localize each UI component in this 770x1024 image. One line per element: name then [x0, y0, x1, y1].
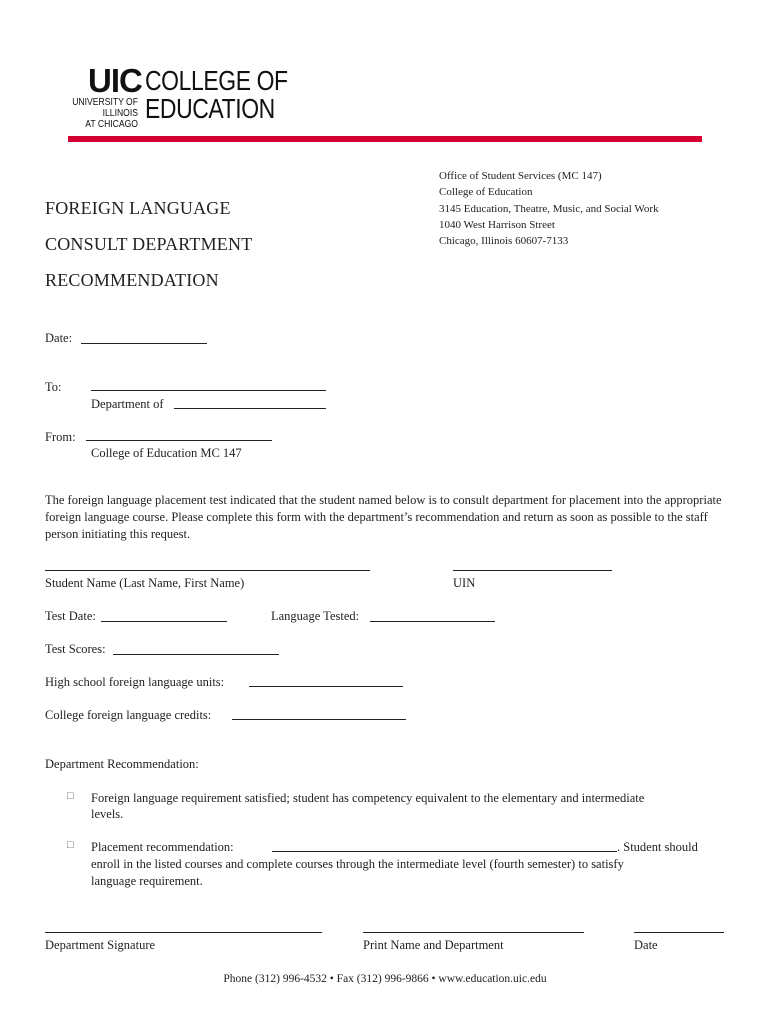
- office-line: Chicago, Illinois 60607-7133: [439, 235, 569, 248]
- to-label: To:: [45, 380, 62, 394]
- option1-text-line1: Foreign language requirement satisfied; student has competency equivalent to the elementary and intermediate: [91, 791, 645, 805]
- test-scores-field[interactable]: [113, 654, 279, 655]
- student-name-label: Student Name (Last Name, First Name): [45, 576, 245, 590]
- option1-text-line2: levels.: [91, 807, 124, 821]
- footer-contact: Phone (312) 996-4532 • Fax (312) 996-9866 • www.education.uic.edu: [223, 973, 547, 985]
- form-title-line2: CONSULT DEPARTMENT: [45, 234, 253, 254]
- logo-education: EDUCATION: [145, 93, 275, 124]
- department-of-field[interactable]: [174, 408, 326, 409]
- dept-signature-label: Department Signature: [45, 938, 156, 952]
- date-field[interactable]: [81, 343, 207, 344]
- dept-signature-field[interactable]: [45, 932, 322, 933]
- uin-field[interactable]: [453, 570, 612, 571]
- option2-tail: . Student should: [617, 840, 698, 854]
- to-field[interactable]: [91, 390, 326, 391]
- test-date-label: Test Date:: [45, 609, 96, 623]
- instructions-paragraph: The foreign language placement test indicated that the student named below is to consult department for placement into the appropriate foreign language course. Please complete this form with the department’s recommendation and return as soon as possible to the staff person initiating this request.: [45, 493, 722, 541]
- logo-university-line1: UNIVERSITY OF ILLINOIS: [72, 97, 138, 119]
- test-scores-label: Test Scores:: [45, 642, 106, 656]
- college-credits-label: College foreign language credits:: [45, 708, 212, 722]
- dept-recommendation-label: Department Recommendation:: [45, 757, 199, 771]
- form-title-line1: FOREIGN LANGUAGE: [45, 198, 231, 218]
- office-line: 1040 West Harrison Street: [439, 218, 555, 231]
- office-line: College of Education: [439, 186, 533, 199]
- option1-checkbox[interactable]: □: [67, 790, 74, 802]
- option2-label: Placement recommendation:: [91, 840, 234, 854]
- uin-label: UIN: [453, 576, 476, 590]
- logo-uic: UIC: [88, 62, 142, 99]
- from-field[interactable]: [86, 440, 272, 441]
- logo-university-name: [57, 97, 138, 130]
- office-line: 3145 Education, Theatre, Music, and Social Work: [439, 202, 659, 215]
- language-tested-field[interactable]: [370, 621, 495, 622]
- print-name-field[interactable]: [363, 932, 584, 933]
- signature-date-label: Date: [634, 938, 658, 952]
- hs-units-field[interactable]: [249, 686, 403, 687]
- header-divider: [68, 136, 702, 142]
- language-tested-label: Language Tested:: [271, 609, 360, 623]
- option2-text-line2: enroll in the listed courses and complete courses through the intermediate level (fourth semester) to satisfy: [91, 857, 624, 871]
- logo-college-of: COLLEGE OF: [145, 65, 288, 96]
- signature-date-field[interactable]: [634, 932, 724, 933]
- college-of-education-mc: College of Education MC 147: [91, 446, 242, 460]
- option2-checkbox[interactable]: □: [67, 839, 74, 851]
- from-label: From:: [45, 430, 76, 444]
- form-title-line3: RECOMMENDATION: [45, 270, 219, 290]
- placement-recommendation-field[interactable]: [272, 851, 617, 852]
- test-date-field[interactable]: [101, 621, 227, 622]
- student-name-field[interactable]: [45, 570, 370, 571]
- hs-units-label: High school foreign language units:: [45, 675, 225, 689]
- office-line: Office of Student Services (MC 147): [439, 170, 602, 182]
- date-label: Date:: [45, 331, 73, 345]
- office-address: [439, 168, 659, 249]
- print-name-label: Print Name and Department: [363, 938, 504, 952]
- logo-university-line2: AT CHICAGO: [85, 119, 138, 130]
- option2-text-line3: language requirement.: [91, 874, 203, 888]
- department-of-label: Department of: [91, 397, 164, 411]
- college-credits-field[interactable]: [232, 719, 406, 720]
